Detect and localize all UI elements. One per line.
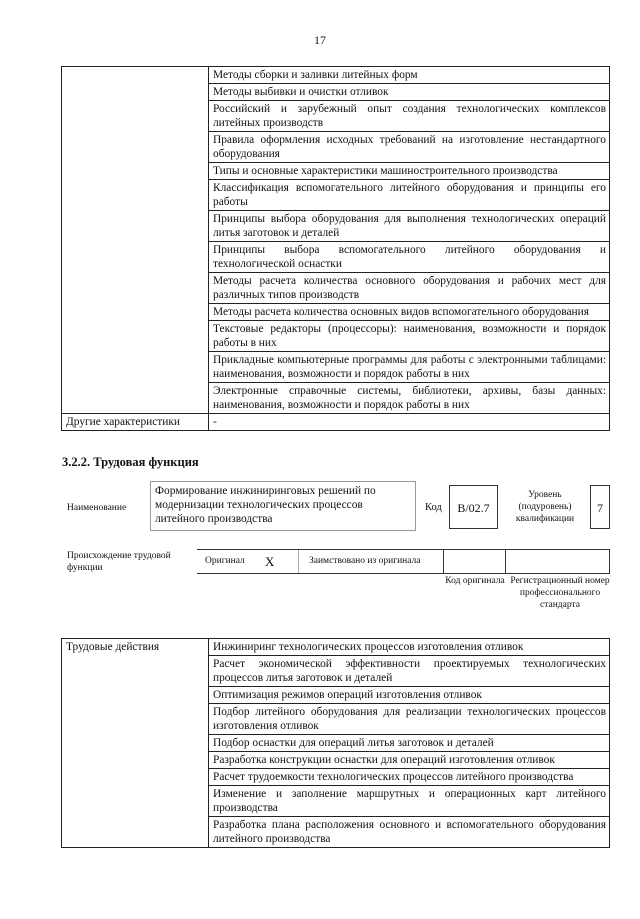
knowledge-item: Методы выбивки и очистки отливок bbox=[209, 84, 610, 101]
labor-action-item: Расчет экономической эффективности проектируемых технологических процессов литья заготовок и деталей bbox=[209, 656, 610, 687]
level-label: Уровень (подуровень) квалификации bbox=[515, 490, 575, 524]
knowledge-item: Методы сборки и заливки литейных форм bbox=[209, 67, 610, 84]
code-original-label: Код оригинала bbox=[445, 576, 505, 586]
table-row bbox=[62, 639, 610, 656]
other-characteristics-value: - bbox=[209, 414, 610, 431]
labor-action-item: Разработка конструкции оснастки для операций изготовления отливок bbox=[209, 752, 610, 769]
labor-action-item: Инжиниринг технологических процессов изготовления отливок bbox=[209, 639, 610, 656]
function-name-box: Формирование инжиниринговых решений по модернизации технологических процессов литейного производства bbox=[150, 481, 416, 531]
original-mark: X bbox=[265, 554, 275, 569]
knowledge-item: Текстовые редакторы (процессоры): наименования, возможности и порядок работы в них bbox=[209, 321, 610, 352]
section-heading: 3.2.2. Трудовая функция bbox=[62, 455, 199, 469]
table-row bbox=[62, 414, 610, 431]
other-characteristics-label: Другие характеристики bbox=[62, 414, 209, 431]
knowledge-item: Методы расчета количества основного оборудования и рабочих мест для различных типов производств bbox=[209, 273, 610, 304]
borrowed-label: Заимствовано из оригинала bbox=[309, 556, 421, 566]
knowledge-table bbox=[61, 66, 610, 431]
labor-action-item: Подбор литейного оборудования для реализации технологических процессов изготовления отливок bbox=[209, 704, 610, 735]
labor-action-item: Оптимизация режимов операций изготовления отливок bbox=[209, 687, 610, 704]
table-row bbox=[62, 67, 610, 84]
labor-action-item: Расчет трудоемкости технологических процессов литейного производства bbox=[209, 769, 610, 786]
labor-action-item: Изменение и заполнение маршрутных и операционных карт литейного производства bbox=[209, 786, 610, 817]
origin-label: Происхождение трудовой функции bbox=[67, 551, 171, 573]
origin-row bbox=[197, 549, 610, 574]
knowledge-item: Правила оформления исходных требований на изготовление нестандартного оборудования bbox=[209, 132, 610, 163]
labor-actions-label: Трудовые действия bbox=[62, 639, 209, 848]
knowledge-item: Прикладные компьютерные программы для работы с электронными таблицами: наименования, возможности и порядок работы в них bbox=[209, 352, 610, 383]
level-value-box: 7 bbox=[590, 485, 610, 529]
labor-actions-table bbox=[61, 638, 610, 848]
knowledge-item: Российский и зарубежный опыт создания технологических комплексов литейных производств bbox=[209, 101, 610, 132]
name-label: Наименование bbox=[67, 503, 127, 513]
origin-divider bbox=[298, 550, 299, 573]
origin-divider bbox=[443, 550, 444, 573]
code-value-box: В/02.7 bbox=[449, 485, 498, 529]
page-number: 17 bbox=[314, 33, 326, 47]
code-label: Код bbox=[425, 502, 442, 513]
labor-action-item: Разработка плана расположения основного и вспомогательного оборудования литейного производства bbox=[209, 817, 610, 848]
knowledge-item: Электронные справочные системы, библиотеки, архивы, базы данных: наименования, возможности и порядок работы в них bbox=[209, 383, 610, 414]
knowledge-item: Принципы выбора вспомогательного литейного оборудования и технологической оснастки bbox=[209, 242, 610, 273]
knowledge-item: Типы и основные характеристики машиностроительного производства bbox=[209, 163, 610, 180]
labor-action-item: Подбор оснастки для операций литья заготовок и деталей bbox=[209, 735, 610, 752]
row-label-cell bbox=[62, 67, 209, 414]
knowledge-item: Принципы выбора оборудования для выполнения технологических операций литья заготовок и деталей bbox=[209, 211, 610, 242]
knowledge-item: Методы расчета количества основных видов вспомогательного оборудования bbox=[209, 304, 610, 321]
original-label: Оригинал bbox=[205, 556, 245, 566]
knowledge-item: Классификация вспомогательного литейного оборудования и принципы его работы bbox=[209, 180, 610, 211]
origin-divider bbox=[505, 550, 506, 573]
reg-number-label: Регистрационный номер профессионального стандарта bbox=[510, 576, 610, 610]
